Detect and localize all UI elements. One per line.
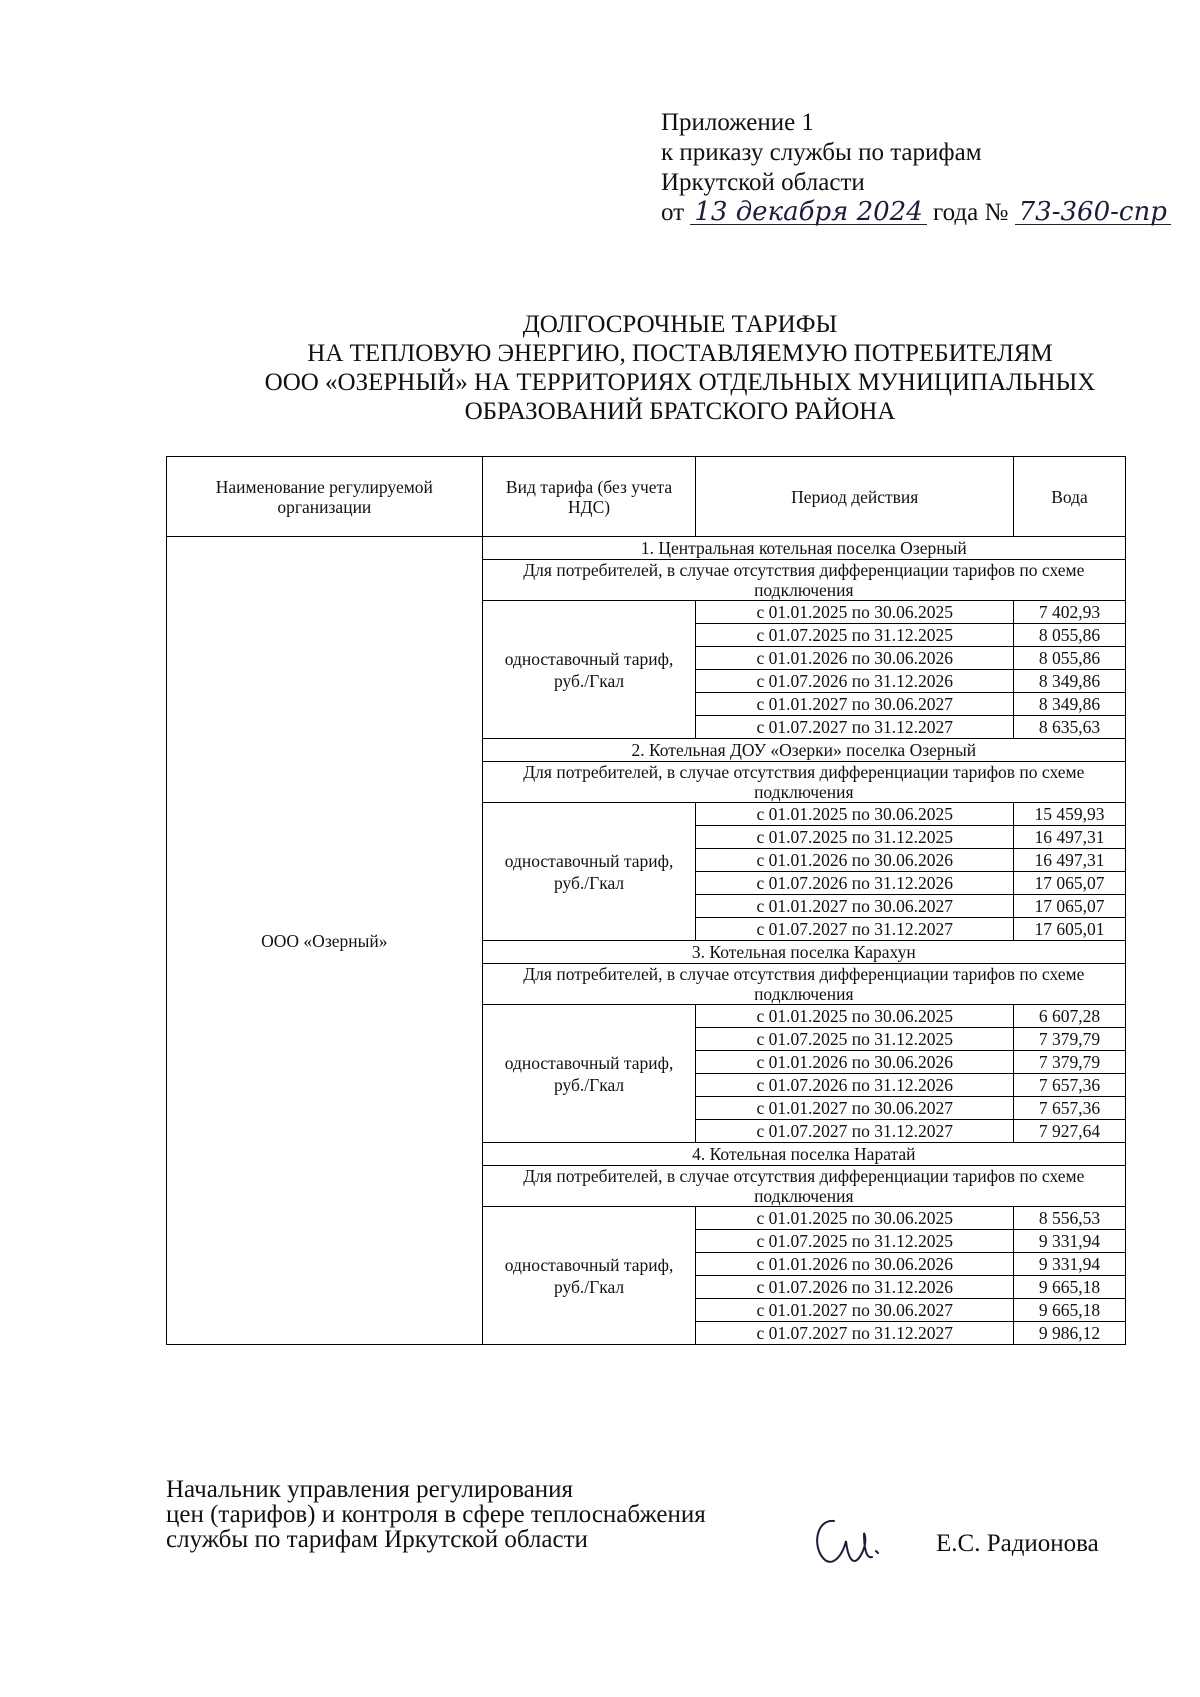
position-line-1: Начальник управления регулирования [166,1476,574,1503]
period-cell: с 01.07.2027 по 31.12.2027 [696,716,1014,739]
water-value-cell: 17 605,01 [1014,918,1126,941]
water-value-cell: 8 055,86 [1014,624,1126,647]
signatory-name: Е.С. Радионова [936,1530,1099,1557]
water-value-cell: 8 055,86 [1014,647,1126,670]
handwritten-order-number: 73-360-спр [1015,200,1171,225]
handwritten-date: 13 декабря 2024 [690,200,926,225]
section-note: Для потребителей, в случае отсутствия дифференциации тарифов по схеме подключения [482,762,1125,803]
appendix-line-1: Приложение 1 [661,109,814,136]
water-value-cell: 7 402,93 [1014,601,1126,624]
section-note: Для потребителей, в случае отсутствия дифференциации тарифов по схеме подключения [482,1166,1125,1207]
section-title: 3. Котельная поселка Карахун [482,941,1125,964]
period-cell: с 01.07.2026 по 31.12.2026 [696,670,1014,693]
water-value-cell: 7 379,79 [1014,1051,1126,1074]
water-value-cell: 9 665,18 [1014,1276,1126,1299]
appendix-order-line [661,198,1181,228]
period-cell: с 01.01.2027 по 30.06.2027 [696,895,1014,918]
water-value-cell: 7 657,36 [1014,1074,1126,1097]
water-value-cell: 9 331,94 [1014,1253,1126,1276]
section-note: Для потребителей, в случае отсутствия дифференциации тарифов по схеме подключения [482,560,1125,601]
water-value-cell: 8 349,86 [1014,693,1126,716]
title-line-4: ОБРАЗОВАНИЙ БРАТСКОГО РАЙОНА [464,398,896,425]
section-note: Для потребителей, в случае отсутствия дифференциации тарифов по схеме подключения [482,964,1125,1005]
water-value-cell: 8 635,63 [1014,716,1126,739]
period-cell: с 01.01.2025 по 30.06.2025 [696,1005,1014,1028]
header-period: Период действия [696,457,1014,537]
appendix-block [661,108,1181,228]
period-cell: с 01.07.2025 по 31.12.2025 [696,624,1014,647]
position-line-3: службы по тарифам Иркутской области [166,1526,588,1553]
water-value-cell: 17 065,07 [1014,895,1126,918]
tariff-type: одноставочный тариф, руб./Гкал [482,1207,696,1345]
section-title: 1. Центральная котельная поселка Озерный [482,537,1125,560]
period-cell: с 01.07.2027 по 31.12.2027 [696,1322,1014,1345]
period-cell: с 01.07.2026 по 31.12.2026 [696,1074,1014,1097]
period-cell: с 01.01.2026 по 30.06.2026 [696,849,1014,872]
title-line-2: НА ТЕПЛОВУЮ ЭНЕРГИЮ, ПОСТАВЛЯЕМУЮ ПОТРЕБИТЕЛЯМ [307,340,1053,367]
period-cell: с 01.07.2027 по 31.12.2027 [696,918,1014,941]
header-water: Вода [1014,457,1126,537]
period-cell: с 01.01.2027 по 30.06.2027 [696,693,1014,716]
period-cell: с 01.01.2026 по 30.06.2026 [696,1253,1014,1276]
section-title-row [167,537,1126,560]
header-org: Наименование регулируемой организации [167,457,483,537]
period-cell: с 01.07.2025 по 31.12.2025 [696,1028,1014,1051]
period-cell: с 01.01.2027 по 30.06.2027 [696,1299,1014,1322]
tariff-type: одноставочный тариф, руб./Гкал [482,1005,696,1143]
period-cell: с 01.07.2027 по 31.12.2027 [696,1120,1014,1143]
document-title [150,310,1200,426]
section-title: 2. Котельная ДОУ «Озерки» поселка Озерный [482,739,1125,762]
period-cell: с 01.07.2026 по 31.12.2026 [696,872,1014,895]
section-title: 4. Котельная поселка Наратай [482,1143,1125,1166]
tariff-type: одноставочный тариф, руб./Гкал [482,803,696,941]
title-line-1: ДОЛГОСРОЧНЫЕ ТАРИФЫ [522,311,838,338]
water-value-cell: 7 657,36 [1014,1097,1126,1120]
period-cell: с 01.01.2025 по 30.06.2025 [696,601,1014,624]
tariff-table-body [167,537,1126,1345]
period-cell: с 01.07.2026 по 31.12.2026 [696,1276,1014,1299]
tariff-table [166,456,1126,1345]
water-value-cell: 6 607,28 [1014,1005,1126,1028]
period-cell: с 01.01.2026 по 30.06.2026 [696,647,1014,670]
period-cell: с 01.01.2027 по 30.06.2027 [696,1097,1014,1120]
water-value-cell: 8 556,53 [1014,1207,1126,1230]
water-value-cell: 7 379,79 [1014,1028,1126,1051]
period-cell: с 01.01.2026 по 30.06.2026 [696,1051,1014,1074]
organization-name: ООО «Озерный» [167,537,483,1345]
header-tariff-type: Вид тарифа (без учета НДС) [482,457,696,537]
appendix-line-2: к приказу службы по тарифам [661,139,982,166]
period-cell: с 01.07.2025 по 31.12.2025 [696,1230,1014,1253]
period-cell: с 01.01.2025 по 30.06.2025 [696,1207,1014,1230]
water-value-cell: 7 927,64 [1014,1120,1126,1143]
water-value-cell: 9 665,18 [1014,1299,1126,1322]
water-value-cell: 15 459,93 [1014,803,1126,826]
water-value-cell: 9 331,94 [1014,1230,1126,1253]
water-value-cell: 16 497,31 [1014,849,1126,872]
position-line-2: цен (тарифов) и контроля в сфере теплоснабжения [166,1501,706,1528]
title-line-3: ООО «ОЗЕРНЫЙ» НА ТЕРРИТОРИЯХ ОТДЕЛЬНЫХ МУНИЦИПАЛЬНЫХ [264,369,1096,396]
period-cell: с 01.01.2025 по 30.06.2025 [696,803,1014,826]
tariff-type: одноставочный тариф, руб./Гкал [482,601,696,739]
water-value-cell: 9 986,12 [1014,1322,1126,1345]
from-label: от [661,199,685,226]
table-header-row [167,457,1126,537]
water-value-cell: 16 497,31 [1014,826,1126,849]
year-label: года № [933,199,1009,226]
handwritten-signature [806,1507,896,1577]
water-value-cell: 8 349,86 [1014,670,1126,693]
signature-block [166,1476,1146,1557]
water-value-cell: 17 065,07 [1014,872,1126,895]
period-cell: с 01.07.2025 по 31.12.2025 [696,826,1014,849]
appendix-line-3: Иркутской области [661,169,865,196]
